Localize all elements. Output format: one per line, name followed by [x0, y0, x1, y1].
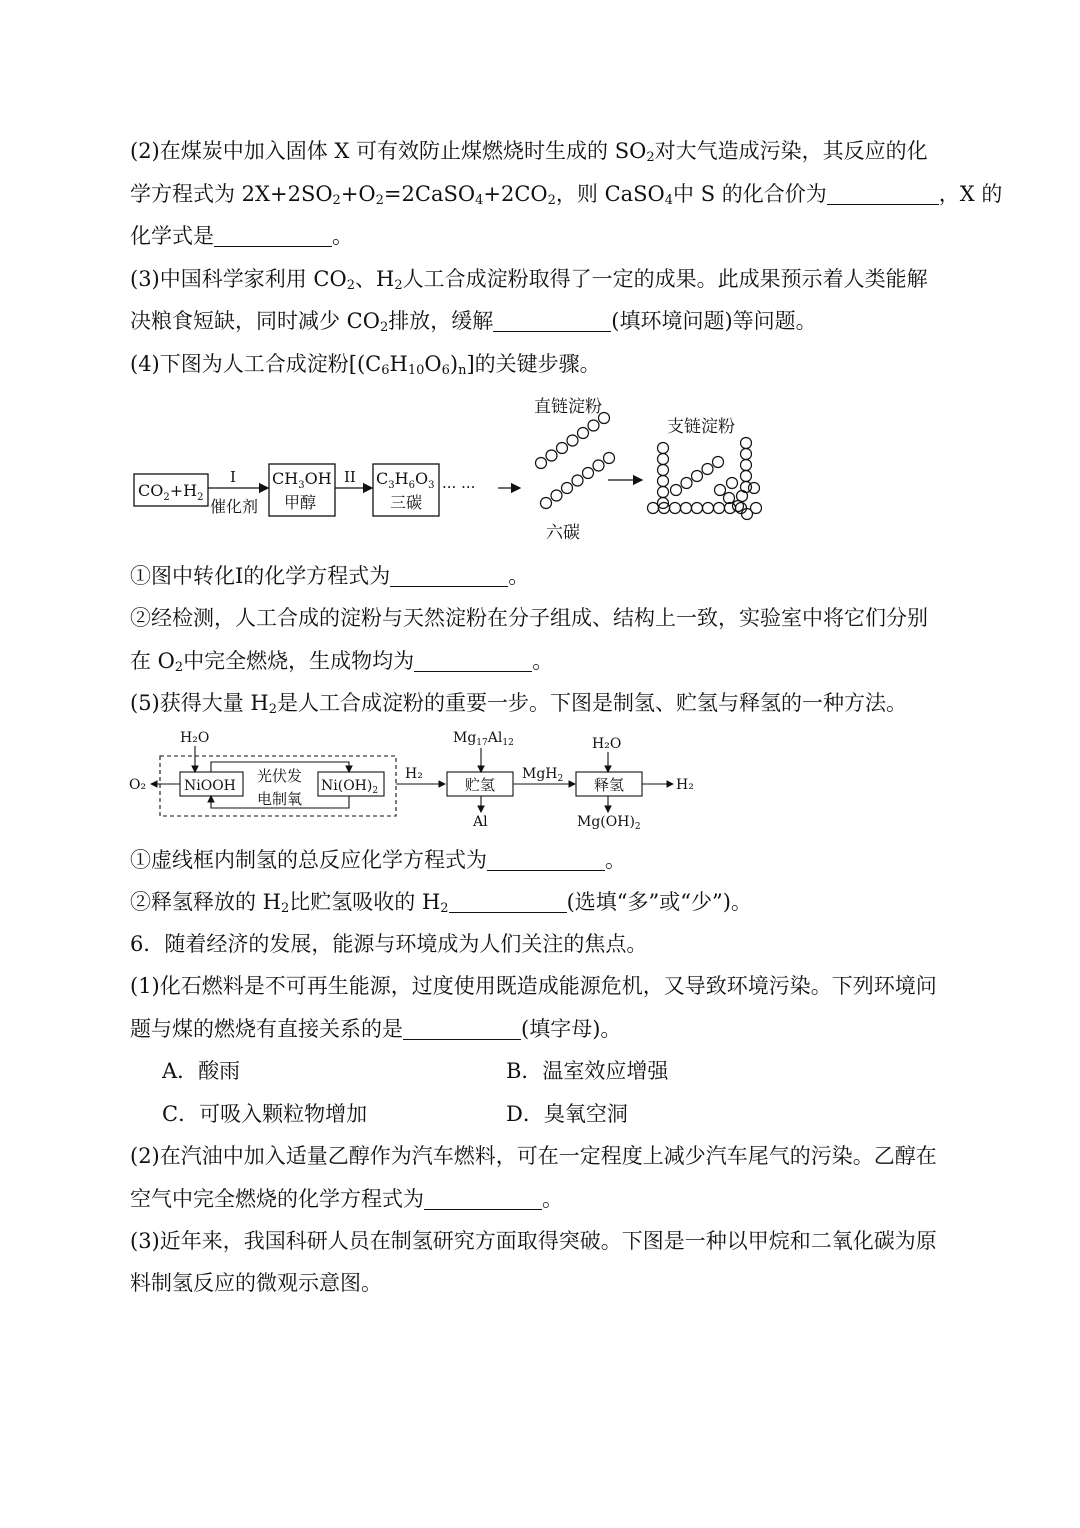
- glucose-unit: [658, 465, 669, 476]
- glucose-unit: [572, 475, 583, 486]
- three-carbon-formula: $C_3H_6O_3$: [376, 469, 435, 491]
- storage-label: 贮氢: [465, 776, 496, 794]
- mgoh2-label: $Mg(OH)_2$: [577, 814, 641, 832]
- methanol-formula: $CH_3OH$: [272, 469, 332, 491]
- linear-starch-label: 直链淀粉: [534, 397, 602, 417]
- glucose-unit: [715, 485, 726, 496]
- glucose-unit: [727, 478, 738, 489]
- continuation-dots: ··· ···: [442, 478, 476, 496]
- option-a[interactable]: A．酸雨: [162, 1059, 241, 1083]
- glucose-unit: [733, 501, 744, 512]
- glucose-unit: [546, 450, 557, 461]
- co2-h2-text: $CO_2+H_2$: [138, 481, 204, 503]
- glucose-unit: [541, 498, 552, 509]
- three-carbon-name: 三碳: [390, 493, 423, 512]
- hydrogen-process-diagram: [125, 724, 715, 834]
- pv-label-line1: 光伏发: [257, 767, 303, 785]
- niooh-label: NiOOH: [184, 778, 236, 794]
- alloy-label: $Mg_{17}Al_{12}$: [453, 730, 514, 748]
- nioh2-label: $Ni(OH)_2$: [321, 778, 379, 796]
- glucose-unit: [604, 453, 615, 464]
- answer-blank-combustion-products[interactable]: [414, 651, 532, 672]
- hydrogen-output-label: H₂: [676, 777, 694, 793]
- answer-blank-production-equation[interactable]: [487, 850, 605, 871]
- glucose-unit: [703, 503, 714, 514]
- glucose-unit: [551, 490, 562, 501]
- glucose-unit: [658, 443, 669, 454]
- water-release-label: H₂O: [592, 736, 622, 752]
- q5-p3-line1: (3)中国科学家利用 $CO_2$、$H_2$人工合成淀粉取得了一定的成果。此成果预示着人类能解: [130, 267, 928, 293]
- q6-title: 6．随着经济的发展，能源与环境成为人们关注的焦点。: [130, 932, 648, 956]
- glucose-unit: [583, 468, 594, 479]
- glucose-unit: [658, 487, 669, 498]
- step2-label: II: [344, 468, 356, 486]
- q6-p2-line2: 空气中完全燃烧的化学方程式为 。: [130, 1187, 563, 1211]
- option-d[interactable]: D．臭氧空洞: [506, 1102, 628, 1126]
- answer-blank-conversion1[interactable]: [390, 566, 508, 587]
- glucose-unit: [741, 438, 752, 449]
- glucose-unit: [751, 503, 762, 514]
- q5-p2-line1: (2)在煤炭中加入固体 X 可有效防止煤燃烧时生成的 $SO_2$对大气造成污染，其反应的化: [130, 139, 928, 165]
- q6-p1-line2: 题与煤的燃烧有直接关系的是 (填字母)。: [130, 1017, 622, 1041]
- glucose-unit: [670, 503, 681, 514]
- answer-blank-env-problem[interactable]: [493, 311, 611, 332]
- aluminum-output-label: Al: [473, 814, 488, 830]
- branched-starch: [648, 438, 762, 520]
- glucose-unit: [714, 503, 725, 514]
- q6-p3-line2: 料制氢反应的微观示意图。: [130, 1271, 382, 1295]
- q5-p5-q2: ②释氢释放的 $H_2$比贮氢吸收的 $H_2$ (选填“多”或“少”)。: [130, 890, 752, 916]
- six-carbon-label: 六碳: [546, 523, 580, 543]
- q5-p3-line2: 决粮食短缺，同时减少 $CO_2$排放，缓解 (填环境问题)等问题。: [130, 309, 817, 335]
- q5-p4-q1: ①图中转化I的化学方程式为 。: [130, 564, 530, 588]
- glucose-unit: [725, 503, 736, 514]
- answer-blank-choice[interactable]: [403, 1019, 521, 1040]
- glucose-unit: [749, 483, 760, 494]
- answer-blank-x-formula[interactable]: [214, 226, 332, 247]
- glucose-unit: [724, 493, 735, 504]
- glucose-unit: [588, 420, 599, 431]
- glucose-unit: [741, 460, 752, 471]
- catalyst-label: 催化剂: [210, 497, 259, 516]
- linear-starch-chains: [536, 413, 615, 509]
- glucose-unit: [741, 471, 752, 482]
- q5-p4-q2-line1: ②经检测，人工合成的淀粉与天然淀粉在分子组成、结构上一致，实验室中将它们分别: [130, 606, 928, 630]
- q5-p5-intro: (5)获得大量 $H_2$是人工合成淀粉的重要一步。下图是制氢、贮氢与释氢的一种方法。: [130, 691, 908, 717]
- glucose-unit: [692, 503, 703, 514]
- water-input-label: H₂O: [180, 730, 210, 746]
- mgh2-label: MgH$_2$: [522, 766, 564, 784]
- option-c[interactable]: C．可吸入颗粒物增加: [162, 1102, 368, 1126]
- glucose-unit: [737, 491, 748, 502]
- glucose-unit: [593, 460, 604, 471]
- glucose-unit: [713, 457, 724, 468]
- answer-blank-more-less[interactable]: [449, 892, 567, 913]
- option-b[interactable]: B．温室效应增强: [506, 1059, 669, 1083]
- glucose-unit: [658, 476, 669, 487]
- q6-p3-line1: (3)近年来，我国科研人员在制氢研究方面取得突破。下图是一种以甲烷和二氧化碳为原: [130, 1229, 937, 1253]
- hydrogen-arrow-label: H₂: [405, 766, 423, 782]
- glucose-unit: [557, 443, 568, 454]
- q5-p2-line3: 化学式是 。: [130, 224, 353, 248]
- glucose-unit: [578, 428, 589, 439]
- q5-p4-intro: (4)下图为人工合成淀粉$[(C_6H_{10}O_6)_n]$的关键步骤。: [130, 352, 601, 378]
- q6-p2-line1: (2)在汽油中加入适量乙醇作为汽车燃料，可在一定程度上减少汽车尾气的污染。乙醇在: [130, 1144, 937, 1168]
- glucose-unit: [562, 483, 573, 494]
- step1-label: I: [230, 468, 236, 486]
- answer-blank-ethanol-equation[interactable]: [424, 1189, 542, 1210]
- branched-starch-label: 支链淀粉: [667, 417, 735, 437]
- q5-p2-line2: 学方程式为 $2X+2SO_2+O_2=2CaSO_4+2CO_2$，则 CaSO$_4$中 S 的化合价为 ，X 的: [130, 182, 1003, 208]
- glucose-unit: [741, 449, 752, 460]
- glucose-unit: [681, 478, 692, 489]
- glucose-unit: [702, 464, 713, 475]
- glucose-unit: [692, 471, 703, 482]
- answer-blank-valence[interactable]: [827, 184, 939, 205]
- oxygen-output-label: O₂: [129, 777, 147, 793]
- q5-p4-q2-line2: 在 $O_2$中完全燃烧，生成物均为 。: [130, 649, 554, 675]
- glucose-unit: [648, 503, 659, 514]
- glucose-unit: [567, 435, 578, 446]
- q5-p5-q1: ①虚线框内制氢的总反应化学方程式为 。: [130, 848, 626, 872]
- methanol-name: 甲醇: [284, 493, 317, 512]
- release-label: 释氢: [594, 776, 625, 794]
- pv-label-line2: 电制氧: [257, 790, 303, 808]
- glucose-unit: [658, 454, 669, 465]
- glucose-unit: [671, 485, 682, 496]
- glucose-unit: [599, 413, 610, 424]
- glucose-unit: [536, 458, 547, 469]
- q6-p1-line1: (1)化石燃料是不可再生能源，过度使用既造成能源危机，又导致环境污染。下列环境问: [130, 974, 937, 998]
- starch-synthesis-diagram: [120, 388, 780, 558]
- glucose-unit: [681, 503, 692, 514]
